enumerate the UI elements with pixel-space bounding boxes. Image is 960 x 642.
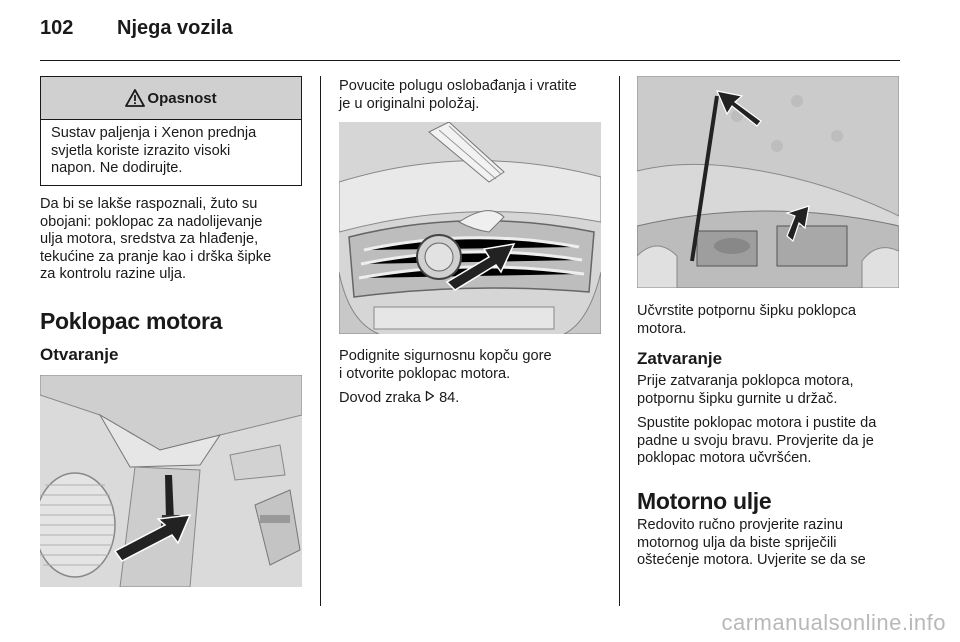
subheading-closing: Zatvaranje xyxy=(637,349,723,368)
page-number: 102 xyxy=(40,17,74,39)
text-line: je u originalni položaj. xyxy=(339,95,480,112)
support-rod-illustration xyxy=(637,76,899,288)
section-heading-bonnet: Poklopac motora xyxy=(40,308,223,334)
support-rod-paragraph xyxy=(637,303,856,338)
text-line: Povucite polugu oslobađanja i vratite xyxy=(339,78,577,94)
warning-triangle-icon xyxy=(125,89,145,107)
text-line: Spustite poklopac motora i pustite da xyxy=(637,415,877,431)
text-line: obojani: poklopac za nadolijevanje xyxy=(40,213,263,230)
warning-text xyxy=(41,120,301,178)
safety-catch-illustration xyxy=(339,122,601,334)
text-line: padne u svoju bravu. Provjerite da je xyxy=(637,432,874,449)
column-divider-2 xyxy=(619,76,620,606)
text-line: napon. Ne dodirujte. xyxy=(51,160,183,176)
engine-oil-paragraph xyxy=(637,517,866,570)
watermark: carmanualsonline.info xyxy=(721,610,946,635)
text-line: tekućine za pranje kao i drška šipke xyxy=(40,248,272,265)
closing-paragraph-1 xyxy=(637,373,854,408)
section-heading-engine-oil: Motorno ulje xyxy=(637,488,772,514)
air-intake-reference xyxy=(339,390,459,408)
release-lever-illustration xyxy=(40,375,302,587)
page-reference-arrow-icon xyxy=(425,390,435,402)
text-line: Učvrstite potpornu šipku poklopca xyxy=(637,303,857,319)
text-line: i otvorite poklopac motora. xyxy=(339,365,511,382)
text-line: oštećenje motora. Uvjerite se da se xyxy=(637,552,866,568)
text-line: Prije zatvaranja poklopca motora, xyxy=(637,373,854,389)
text-line: ulja motora, sredstva za hlađenje, xyxy=(40,231,259,247)
text-line: Redovito ručno provjerite razinu xyxy=(637,517,844,533)
text-line: Sustav paljenja i Xenon prednja xyxy=(51,125,257,141)
text-line: potpornu šipku gurnite u držač. xyxy=(637,390,838,407)
warning-title: Opasnost xyxy=(147,89,217,107)
reference-text: Dovod zraka xyxy=(339,390,421,406)
color-coding-paragraph xyxy=(40,196,271,284)
danger-warning-box xyxy=(40,76,302,186)
safety-catch-paragraph xyxy=(339,348,552,383)
text-line: poklopac motora učvršćen. xyxy=(637,450,812,466)
release-lever-paragraph xyxy=(339,78,577,113)
column-divider-1 xyxy=(320,76,321,606)
header-divider xyxy=(40,60,900,61)
warning-header xyxy=(41,77,301,120)
text-line: motora. xyxy=(637,320,687,337)
page-title: Njega vozila xyxy=(117,17,233,39)
text-line: za kontrolu razine ulja. xyxy=(40,266,187,282)
subheading-opening: Otvaranje xyxy=(40,345,119,364)
text-line: motornog ulja da biste spriječili xyxy=(637,534,837,551)
reference-page[interactable]: 84. xyxy=(439,390,460,406)
text-line: svjetla koriste izrazito visoki xyxy=(51,142,231,159)
closing-paragraph-2 xyxy=(637,415,876,468)
text-line: Da bi se lakše raspoznali, žuto su xyxy=(40,196,258,212)
text-line: Podignite sigurnosnu kopču gore xyxy=(339,348,552,364)
